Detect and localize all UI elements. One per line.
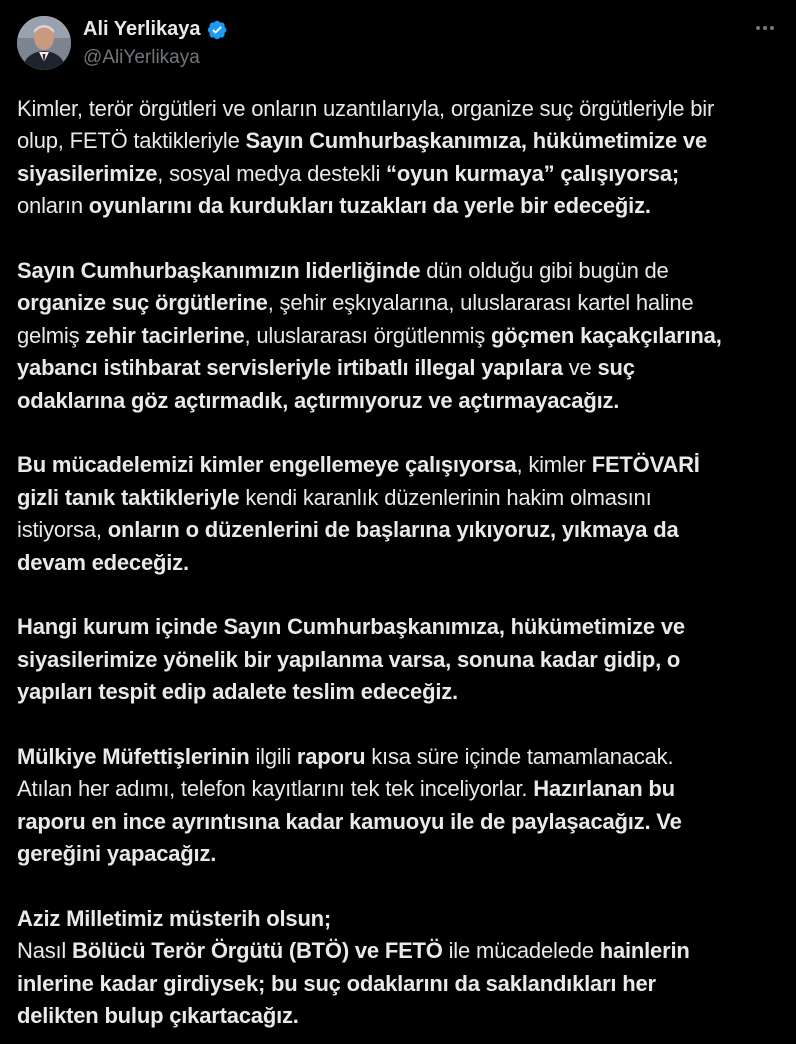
bold-text: inlerine kadar girdiysek; bu suç odaklarını da saklandıkları her	[17, 970, 656, 996]
text: kendi karanlık düzenlerinin hakim olmasını	[239, 484, 652, 510]
bold-text: Mülkiye Müfettişlerinin	[17, 744, 250, 770]
text-line	[17, 1000, 787, 1032]
text: ve	[562, 355, 598, 381]
bold-text: “oyun kurmaya” çalışıyorsa;	[386, 160, 680, 186]
tweet-paragraph	[17, 741, 787, 871]
text-line	[17, 547, 787, 579]
user-info	[83, 18, 228, 69]
tweet-paragraph	[17, 93, 787, 223]
bold-text: zehir tacirlerine	[85, 322, 245, 348]
text-line	[17, 190, 787, 222]
bold-text: siyasilerimize yönelik bir yapılanma varsa, sonuna kadar gidip, o	[17, 646, 681, 672]
bold-text: göçmen kaçakçılarına,	[491, 322, 722, 348]
text: istiyorsa,	[17, 517, 108, 543]
bold-text: Sayın Cumhurbaşkanımıza, hükümetimize ve	[245, 128, 707, 154]
tweet-paragraph	[17, 255, 787, 417]
text-line	[17, 611, 787, 643]
text-line	[17, 968, 787, 1000]
bold-text: hainlerin	[599, 938, 690, 964]
name-row	[83, 18, 228, 42]
bold-text: FETÖVARİ	[591, 452, 700, 478]
text-line	[17, 158, 787, 190]
text: , sosyal medya destekli	[157, 160, 387, 186]
tweet-text	[17, 93, 787, 1033]
user-handle[interactable]: @AliYerlikaya	[83, 46, 200, 68]
text-line	[17, 741, 787, 773]
text-line	[17, 773, 787, 805]
text: ile mücadelede	[442, 938, 600, 964]
text-line	[17, 514, 787, 546]
tweet-paragraph	[17, 611, 787, 708]
text: , şehir eşkıyalarına, uluslararası kartel haline	[267, 290, 694, 316]
bold-text: raporu en ince ayrıntısına kadar kamuoyu ile de paylaşacağız. Ve	[17, 808, 682, 834]
text-line	[17, 482, 787, 514]
bold-text: oyunlarını da kurdukları tuzakları da yerle bir edeceğiz.	[88, 193, 651, 219]
text-line	[17, 806, 787, 838]
text: gelmiş	[17, 322, 86, 348]
text: Nasıl	[17, 938, 73, 964]
bold-text: Bu mücadelemizi kimler engellemeye çalışıyorsa	[17, 452, 517, 478]
text: onların	[17, 193, 89, 219]
display-name[interactable]: Ali Yerlikaya	[83, 18, 201, 40]
text-line	[17, 125, 787, 157]
bold-text: siyasilerimize	[17, 160, 158, 186]
bold-text: Aziz Milletimiz müsterih olsun;	[17, 906, 332, 932]
text-line	[17, 838, 787, 870]
bold-text: Sayın Cumhurbaşkanımızın liderliğinde	[17, 258, 421, 284]
text-line	[17, 449, 787, 481]
text-line	[17, 385, 787, 417]
text-line	[17, 644, 787, 676]
bold-text: devam edeceğiz.	[17, 549, 189, 575]
tweet-paragraph	[17, 903, 787, 1033]
avatar[interactable]	[17, 16, 71, 70]
text: , kimler	[516, 452, 592, 478]
text-line	[17, 287, 787, 319]
text: olup, FETÖ taktikleriyle	[17, 128, 246, 154]
text: ilgili	[249, 744, 297, 770]
text: kısa süre içinde tamamlanacak.	[365, 744, 674, 770]
text: Atılan her adımı, telefon kayıtlarını tek tek inceliyorlar.	[17, 776, 534, 802]
text: dün olduğu gibi bugün de	[420, 258, 669, 284]
bold-text: yapıları tespit edip adalete teslim edeceğiz.	[17, 679, 458, 705]
tweet-header	[17, 14, 779, 72]
text: Kimler, terör örgütleri ve onların uzantılarıyla, organize suç örgütleriyle bir	[17, 96, 715, 121]
text: , uluslararası örgütlenmiş	[244, 322, 492, 348]
text-line	[17, 903, 787, 935]
bold-text: Bölücü Terör Örgütü (BTÖ) ve FETÖ	[72, 938, 443, 964]
bold-text: Hazırlanan bu	[533, 776, 675, 802]
bold-text: suç	[597, 355, 635, 381]
bold-text: gizli tanık taktikleriyle	[17, 484, 240, 510]
more-dots-icon[interactable]	[752, 18, 778, 38]
text-line	[17, 320, 787, 352]
bold-text: raporu	[296, 744, 366, 770]
bold-text: organize suç örgütlerine	[17, 290, 268, 316]
bold-text: gereğini yapacağız.	[17, 841, 217, 867]
bold-text: delikten bulup çıkartacağız.	[17, 1003, 299, 1029]
text-line	[17, 676, 787, 708]
tweet-paragraph	[17, 449, 787, 579]
text-line	[17, 255, 787, 287]
bold-text: odaklarına göz açtırmadık, açtırmıyoruz ve açtırmayacağız.	[17, 387, 620, 413]
bold-text: Hangi kurum içinde Sayın Cumhurbaşkanımıza, hükümetimize ve	[17, 614, 685, 640]
bold-text: yabancı istihbarat servisleriyle irtibatlı illegal yapılara	[17, 355, 563, 381]
verified-badge-icon	[206, 19, 228, 41]
avatar-image	[17, 16, 71, 70]
text-line	[17, 935, 787, 967]
text-line	[17, 352, 787, 384]
bold-text: onların o düzenlerini de başlarına yıkıyoruz, yıkmaya da	[107, 517, 679, 543]
text-line	[17, 93, 787, 125]
